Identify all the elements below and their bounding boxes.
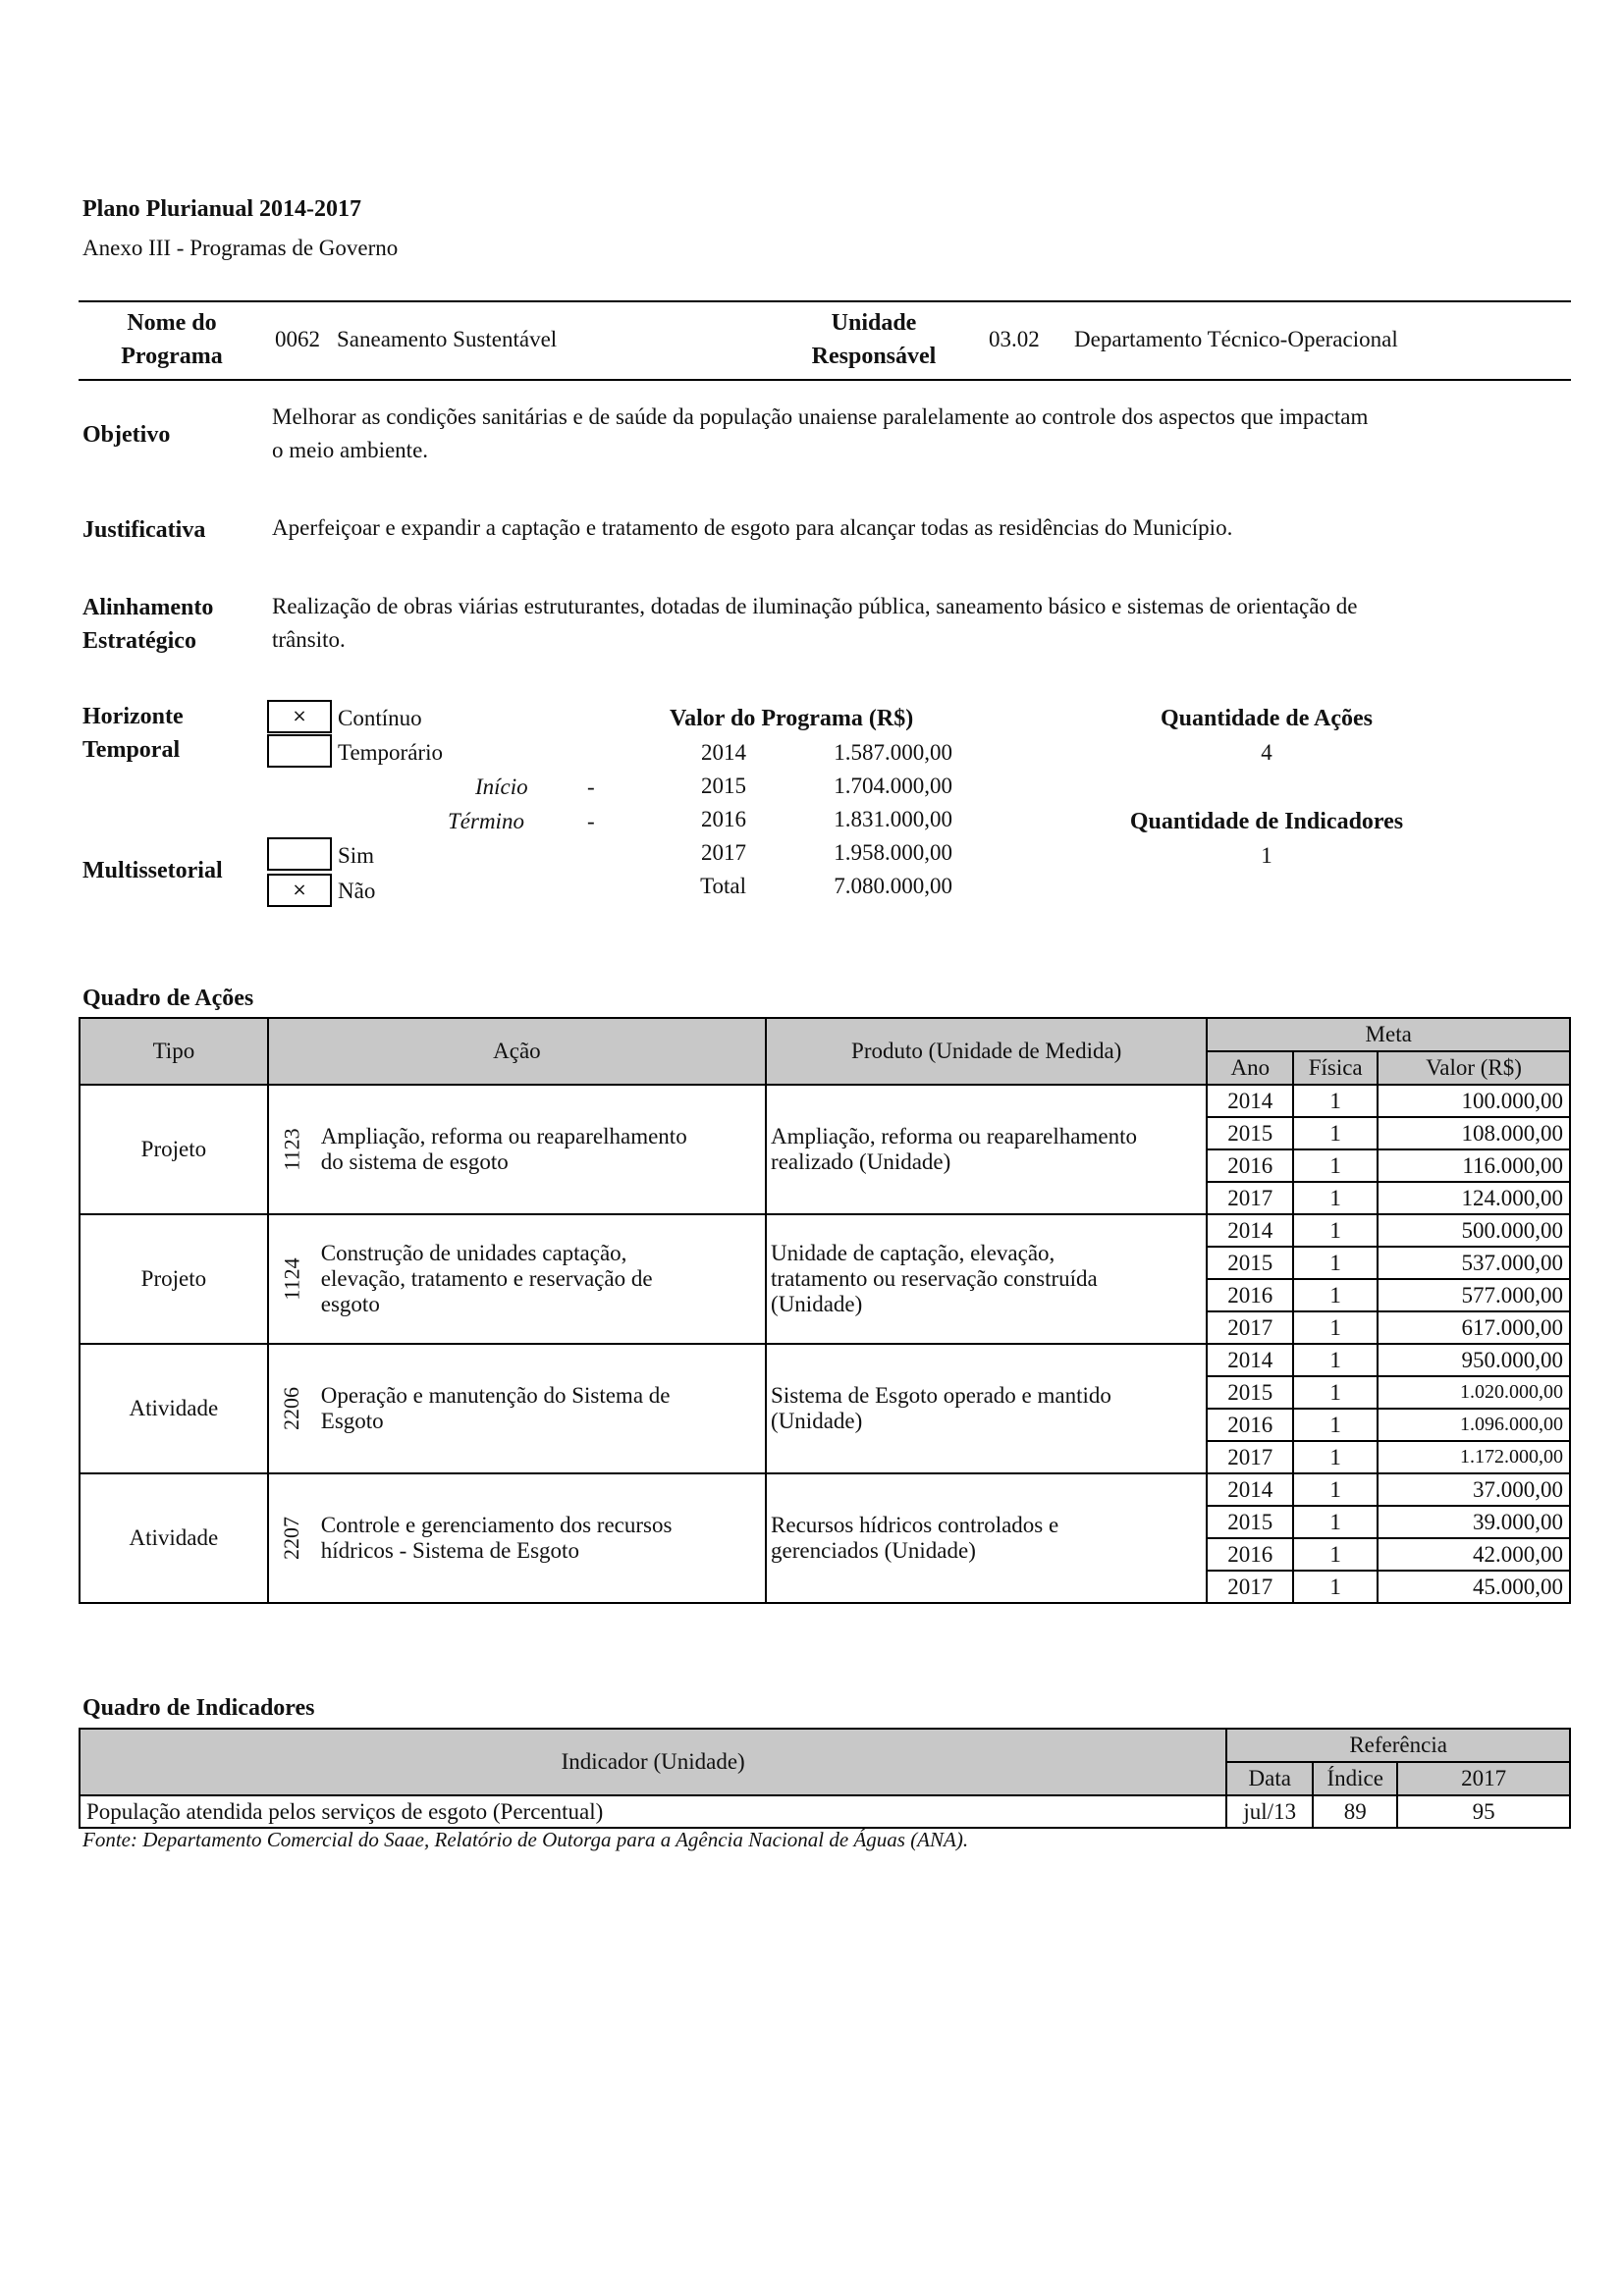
meta-fisica: 1 xyxy=(1293,1214,1378,1247)
acao-codigo-cell xyxy=(268,1344,315,1473)
acao-descricao: Controle e gerenciamento dos recursos hídricos - Sistema de Esgoto xyxy=(315,1473,766,1603)
meta-valor: 500.000,00 xyxy=(1378,1214,1570,1247)
table-header-row xyxy=(80,1729,1570,1762)
col-valor-header: Valor (R$) xyxy=(1378,1051,1570,1085)
nome-programa-label: Nome do Programa xyxy=(121,310,223,369)
qtd-acoes-value: 4 xyxy=(1261,740,1272,765)
inicio-label: Início xyxy=(475,774,528,799)
acao-codigo: 2207 xyxy=(279,1517,304,1560)
quadro-indicadores-table xyxy=(79,1728,1571,1829)
col-produto-header: Produto (Unidade de Medida) xyxy=(766,1018,1207,1085)
acao-tipo: Atividade xyxy=(80,1344,268,1473)
table-row xyxy=(80,1795,1570,1828)
acao-produto: Unidade de captação, elevação, tratamento ou reservação construída (Unidade) xyxy=(766,1214,1207,1344)
continuo-checkbox[interactable]: × xyxy=(267,700,332,733)
meta-fisica: 1 xyxy=(1293,1344,1378,1376)
meta-fisica: 1 xyxy=(1293,1247,1378,1279)
acao-descricao: Construção de unidades captação, elevação, tratamento e reservação de esgoto xyxy=(315,1214,766,1344)
horizonte-label: Horizonte Temporal xyxy=(82,704,184,763)
meta-valor: 950.000,00 xyxy=(1378,1344,1570,1376)
acao-produto: Recursos hídricos controlados e gerenciados (Unidade) xyxy=(766,1473,1207,1603)
justificativa-text: Aperfeiçoar e expandir a captação e tratamento de esgoto para alcançar todas as residências do Município. xyxy=(272,515,1233,540)
acao-tipo: Projeto xyxy=(80,1085,268,1214)
quadro-acoes-title: Quadro de Ações xyxy=(82,986,254,1011)
acao-descricao: Ampliação, reforma ou reaparelhamento do sistema de esgoto xyxy=(315,1085,766,1214)
acao-tipo: Projeto xyxy=(80,1214,268,1344)
meta-fisica: 1 xyxy=(1293,1441,1378,1473)
meta-ano: 2015 xyxy=(1207,1506,1293,1538)
meta-ano: 2014 xyxy=(1207,1214,1293,1247)
meta-ano: 2014 xyxy=(1207,1473,1293,1506)
col-referencia-header: Referência xyxy=(1226,1729,1570,1762)
valor-row: 2015 1.704.000,00 xyxy=(701,774,952,798)
meta-valor: 108.000,00 xyxy=(1378,1117,1570,1149)
nao-checkbox[interactable]: × xyxy=(267,874,332,907)
acao-descricao: Operação e manutenção do Sistema de Esgoto xyxy=(315,1344,766,1473)
meta-ano: 2016 xyxy=(1207,1538,1293,1571)
meta-fisica: 1 xyxy=(1293,1571,1378,1603)
sim-label: Sim xyxy=(338,843,375,868)
nao-label: Não xyxy=(338,879,376,903)
multissetorial-label: Multissetorial xyxy=(82,858,223,883)
acao-codigo: 2206 xyxy=(279,1387,304,1430)
meta-valor: 39.000,00 xyxy=(1378,1506,1570,1538)
termino-label: Término xyxy=(448,809,524,833)
unidade-codigo: 03.02 xyxy=(989,327,1040,351)
meta-ano: 2016 xyxy=(1207,1409,1293,1441)
programa-codigo: 0062 xyxy=(275,327,320,351)
acao-codigo: 1124 xyxy=(279,1257,304,1301)
meta-fisica: 1 xyxy=(1293,1085,1378,1117)
acao-codigo-cell xyxy=(268,1085,315,1214)
qtd-acoes-label: Quantidade de Ações xyxy=(1160,706,1374,731)
meta-valor: 42.000,00 xyxy=(1378,1538,1570,1571)
col-indicador-header: Indicador (Unidade) xyxy=(80,1729,1226,1795)
col-ano-header: Ano xyxy=(1207,1051,1293,1085)
objetivo-label: Objetivo xyxy=(82,422,171,448)
meta-fisica: 1 xyxy=(1293,1538,1378,1571)
meta-valor: 577.000,00 xyxy=(1378,1279,1570,1311)
meta-valor: 1.172.000,00 xyxy=(1378,1441,1570,1473)
meta-fisica: 1 xyxy=(1293,1149,1378,1182)
meta-fisica: 1 xyxy=(1293,1409,1378,1441)
termino-value: - xyxy=(587,809,595,833)
acao-tipo: Atividade xyxy=(80,1473,268,1603)
meta-valor: 537.000,00 xyxy=(1378,1247,1570,1279)
col-tipo-header: Tipo xyxy=(80,1018,268,1085)
valor-row-total: Total 7.080.000,00 xyxy=(700,874,952,898)
acao-produto: Ampliação, reforma ou reaparelhamento realizado (Unidade) xyxy=(766,1085,1207,1214)
programa-nome: Saneamento Sustentável xyxy=(337,327,558,351)
document-subtitle: Anexo III - Programas de Governo xyxy=(82,236,399,260)
col-acao-header: Ação xyxy=(268,1018,766,1085)
unidade-responsavel-label: Unidade Responsável xyxy=(811,310,937,369)
acao-codigo-cell xyxy=(268,1214,315,1344)
valor-row: 2016 1.831.000,00 xyxy=(701,807,952,831)
table-row xyxy=(80,1344,1570,1376)
col-fisica-header: Física xyxy=(1293,1051,1378,1085)
temporario-label: Temporário xyxy=(338,740,443,765)
indicador-meta-2017: 95 xyxy=(1397,1795,1570,1828)
meta-valor: 617.000,00 xyxy=(1378,1311,1570,1344)
meta-ano: 2016 xyxy=(1207,1149,1293,1182)
sim-checkbox[interactable] xyxy=(267,837,332,871)
col-meta-header: Meta xyxy=(1207,1018,1570,1051)
quadro-indicadores-title: Quadro de Indicadores xyxy=(82,1695,315,1721)
valor-programa-label: Valor do Programa (R$) xyxy=(670,706,914,731)
meta-ano: 2017 xyxy=(1207,1311,1293,1344)
meta-fisica: 1 xyxy=(1293,1279,1378,1311)
meta-fisica: 1 xyxy=(1293,1506,1378,1538)
qtd-indicadores-label: Quantidade de Indicadores xyxy=(1129,809,1404,834)
qtd-indicadores-value: 1 xyxy=(1261,843,1272,868)
indicador-nome: População atendida pelos serviços de esgoto (Percentual) xyxy=(80,1795,1226,1828)
meta-fisica: 1 xyxy=(1293,1182,1378,1214)
meta-valor: 1.096.000,00 xyxy=(1378,1409,1570,1441)
acao-codigo-cell xyxy=(268,1473,315,1603)
acao-codigo: 1123 xyxy=(279,1128,304,1171)
col-2017-header: 2017 xyxy=(1397,1762,1570,1795)
valor-row: 2014 1.587.000,00 xyxy=(701,740,952,765)
objetivo-text: Melhorar as condições sanitárias e de saúde da população unaiense paralelamente ao controle dos aspectos que impactam o meio ambiente. xyxy=(272,404,1369,462)
meta-fisica: 1 xyxy=(1293,1473,1378,1506)
alinhamento-text: Realização de obras viárias estruturantes, dotadas de iluminação pública, saneamento básico e sistemas de orientação de trânsito. xyxy=(272,594,1358,652)
col-data-header: Data xyxy=(1226,1762,1313,1795)
indicador-indice: 89 xyxy=(1313,1795,1397,1828)
meta-ano: 2017 xyxy=(1207,1571,1293,1603)
indicador-data: jul/13 xyxy=(1226,1795,1313,1828)
meta-ano: 2017 xyxy=(1207,1182,1293,1214)
header-bottom-rule xyxy=(79,379,1571,381)
header-top-rule xyxy=(79,300,1571,302)
meta-ano: 2016 xyxy=(1207,1279,1293,1311)
table-row xyxy=(80,1473,1570,1506)
temporario-checkbox[interactable] xyxy=(267,734,332,768)
meta-valor: 37.000,00 xyxy=(1378,1473,1570,1506)
col-indice-header: Índice xyxy=(1313,1762,1397,1795)
valor-programa-list xyxy=(668,736,962,903)
meta-ano: 2015 xyxy=(1207,1117,1293,1149)
inicio-value: - xyxy=(587,774,595,799)
meta-ano: 2015 xyxy=(1207,1376,1293,1409)
meta-fisica: 1 xyxy=(1293,1311,1378,1344)
meta-ano: 2017 xyxy=(1207,1441,1293,1473)
meta-ano: 2014 xyxy=(1207,1344,1293,1376)
meta-valor: 116.000,00 xyxy=(1378,1149,1570,1182)
justificativa-label: Justificativa xyxy=(82,517,206,543)
meta-valor: 124.000,00 xyxy=(1378,1182,1570,1214)
meta-valor: 100.000,00 xyxy=(1378,1085,1570,1117)
table-row xyxy=(80,1085,1570,1117)
continuo-label: Contínuo xyxy=(338,706,422,730)
acao-produto: Sistema de Esgoto operado e mantido (Unidade) xyxy=(766,1344,1207,1473)
valor-row: 2017 1.958.000,00 xyxy=(701,840,952,865)
unidade-nome: Departamento Técnico-Operacional xyxy=(1074,327,1398,351)
alinhamento-label: Alinhamento Estratégico xyxy=(82,595,214,654)
meta-valor: 45.000,00 xyxy=(1378,1571,1570,1603)
document-title: Plano Plurianual 2014-2017 xyxy=(82,196,362,222)
meta-ano: 2015 xyxy=(1207,1247,1293,1279)
quadro-acoes-table xyxy=(79,1017,1571,1604)
meta-fisica: 1 xyxy=(1293,1376,1378,1409)
meta-ano: 2014 xyxy=(1207,1085,1293,1117)
meta-fisica: 1 xyxy=(1293,1117,1378,1149)
table-row xyxy=(80,1214,1570,1247)
fonte-note: Fonte: Departamento Comercial do Saae, Relatório de Outorga para a Agência Nacional de Águas (ANA). xyxy=(82,1828,969,1851)
table-header-row xyxy=(80,1018,1570,1051)
meta-valor: 1.020.000,00 xyxy=(1378,1376,1570,1409)
